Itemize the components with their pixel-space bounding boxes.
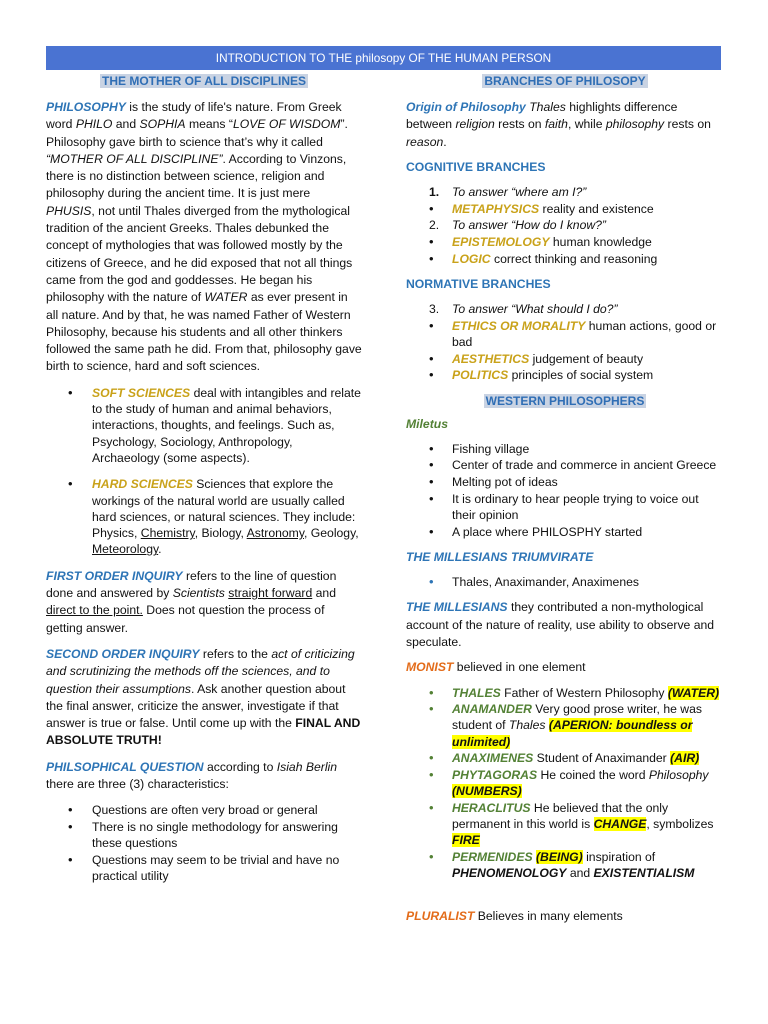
philosophical-question-paragraph [46,759,362,794]
list-item: • There is no single methodology for answering these questions [46,819,362,852]
list-item-aesthetics [406,351,724,367]
list-item-hard-sciences [46,476,362,557]
text: To answer “What should I do?” [452,302,618,317]
term-soft-sciences: SOFT SCIENCES [92,385,191,400]
heading-text: THE MOTHER OF ALL DISCIPLINES [101,74,306,88]
list-item-logic [406,251,724,267]
millesians-paragraph [406,599,724,651]
text: Student of Anaximander [533,751,671,766]
normative-list [406,301,724,383]
text: To answer “How do I know?” [452,218,606,233]
text: human actions, good or bad [452,318,717,350]
monist-paragraph [406,659,724,676]
text-italic: act of criticizing and scrutinizing the methods off the sciences, and to question their assumptions [46,646,355,696]
term-meteorology: Meteorology [92,542,159,557]
list-item-epistemology [406,234,724,250]
monists-list [406,685,724,882]
term-love-of-wisdom: LOVE OF WISDOM [232,117,341,132]
list-item: • It is ordinary to hear people trying to voice out their opinion [406,491,724,524]
list-item: • A place where PHILOSPHY started [406,524,724,540]
list-item: • Melting pot of ideas [406,474,724,490]
text: refers to the [199,646,272,661]
term-philo: PHILO [75,117,113,132]
miletus-list [406,441,724,540]
list-item-anaximenes [406,750,724,766]
term: POLITICS [452,368,509,383]
heading-text: BRANCHES OF PHILOSOPY [484,74,646,88]
highlight-element: (AIR) [670,751,700,766]
text: . According to Vinzons, there is no distinction between science, religion and philosophy during the ancient time. It is just mere [46,151,347,201]
subheading-triumvirate: THE MILLESIANS TRIUMVIRATE [406,549,594,564]
list-item-ethics [406,318,724,351]
term-astronomy: Astronomy [246,526,305,541]
document-title-banner: INTRODUCTION TO THE philosopy OF THE HUMAN PERSON [46,46,721,70]
text: they contributed a non-mythological account of the nature of reality, use ability to observe and speculate. [406,600,715,649]
term-existentialism: EXISTENTIALISM [593,866,695,881]
term-scientists: Scientists [172,586,225,601]
text: . [158,542,162,557]
philosophy-paragraph [46,99,362,376]
subheading-miletus: Miletus [406,416,448,431]
text: ”. Philosophy gave birth to science that’s why it called [46,117,348,149]
philosopher-name: ANAMANDER [452,702,532,717]
list-item-politics [406,367,724,383]
text: . [443,134,447,149]
text: principles of social system [508,368,654,383]
triumvirate-list [406,574,724,590]
term-final-truth: FINAL AND ABSOLUTE TRUTH! [46,716,361,748]
text: is the study of life's nature. From Greek word [46,100,342,132]
list-item-metaphysics [406,201,724,217]
term-philosophical-question: PHILSOPHICAL QUESTION [46,759,204,774]
term-philosophy: PHILOSOPHY [46,100,126,114]
list-item-thales [406,685,724,701]
highlight-fire: FIRE [452,833,480,848]
term: LOGIC [452,251,491,266]
right-column [406,71,724,933]
term-philosophy: philosophy [605,117,665,132]
list-item: • Fishing village [406,441,724,457]
text: To answer “where am I?” [452,185,587,200]
list-item: • Thales, Anaximander, Anaximenes [406,574,724,590]
text: Believes in many elements [474,908,623,923]
list-item: • Questions may seem to be trivial and have no practical utility [46,852,362,885]
philosopher-name: PERMENIDES [452,850,533,865]
text: rests on [494,117,545,132]
term-thales: Thales [508,718,546,733]
term-pluralist: PLURALIST [406,908,475,923]
cognitive-list [406,184,724,267]
term-thales: Thales [529,100,566,114]
text: He coined the word [537,767,649,782]
text: . Ask another question about the final answer, criticize the answer, investigate if that answer is true or false. Until come up with the [46,681,346,731]
list-item-anamander [406,701,724,750]
term-hard-sciences: HARD SCIENCES [92,477,193,492]
text: refers to the line of question done and answered by [46,568,337,601]
list-item-question [406,301,724,317]
highlight-element: (WATER) [667,685,720,700]
list-item-heraclitus [406,800,724,849]
text: , not until Thales diverged from the mythological tradition of the ancient Greeks. Thales debunked the concept of mythologies that was followed mostly by the citizens of Greece, and he did exposed that not all things came from the god and goddesses. He began his philosophy with the nature of [46,203,353,305]
origin-paragraph [406,99,724,151]
sciences-list [46,385,362,558]
term: EPISTEMOLOGY [452,234,550,249]
list-number: 1. [429,185,440,200]
list-item-permenides [406,849,724,882]
list-item-question [406,184,724,200]
list-item-soft-sciences [46,385,362,466]
term-religion: religion [455,117,495,132]
subheading-cognitive: COGNITIVE BRANCHES [406,159,546,174]
heading-text: WESTERN PHILOSOPHERS [485,393,645,408]
text: inspiration of [582,850,656,865]
term: METAPHYSICS [452,201,540,216]
section-heading-western [406,393,724,410]
characteristics-list [46,802,362,884]
text: correct thinking and reasoning [490,251,658,266]
list-item: • Questions are often very broad or general [46,802,362,818]
term-origin: Origin of Philosophy [406,100,526,114]
text: Father of Western Philosophy [500,685,668,700]
term-chemistry: Chemistry [140,526,195,541]
term-isiah-berlin: Isiah Berlin [276,759,338,774]
pluralist-paragraph [406,908,724,925]
list-item: • Center of trade and commerce in ancient Greece [406,457,724,473]
text: deal with intangibles and relate to the study of human and animal behaviors, interactions, thoughts, and feelings. Such as, Psychology, Sociology, Anthropology, Archaeology (some aspects). [92,385,361,465]
text: Sciences that explore the workings of the natural world are usually called hard sciences, or natural sciences. They include: Physics, [92,477,356,541]
text: Does not question the process of getting answer. [46,603,325,635]
term: ETHICS OR MORALITY [452,318,586,333]
text: and [112,117,140,132]
term-water: WATER [204,290,248,305]
text: means “ [185,117,233,132]
term-direct: direct to the point. [46,603,143,618]
term-philosophy: Philosophy [648,767,709,782]
term-first-order: FIRST ORDER INQUIRY [46,568,183,583]
text: and [566,866,594,881]
text: , while [567,117,606,132]
list-number: 2. [429,218,440,233]
second-order-paragraph [46,646,362,750]
text: , Geology, [304,526,359,541]
highlight-element: (NUMBERS) [452,784,522,799]
term-mother: “MOTHER OF ALL DISCIPLINE” [46,151,223,166]
term: AESTHETICS [452,351,530,366]
list-item-question [406,217,724,233]
text: human knowledge [549,234,652,249]
term-sophia: SOPHIA [139,117,186,132]
term-phusis: PHUSIS [46,203,92,218]
section-heading-branches [406,73,724,90]
text: reality and existence [539,201,654,216]
highlight-element: (BEING) [535,850,583,865]
list-item-phytagoras [406,767,724,800]
section-heading-mother [46,73,362,90]
text: there are three (3) characteristics: [46,776,229,791]
text: and [312,586,336,601]
list-number: 3. [429,302,440,317]
text: believed in one element [453,660,586,675]
term-phenomenology: PHENOMENOLOGY [452,866,567,881]
philosopher-name: ANAXIMENES [452,751,534,766]
term-reason: reason [406,134,444,149]
first-order-paragraph [46,568,362,637]
philosopher-name: PHYTAGORAS [452,767,538,782]
text: rests on [664,117,711,132]
text: He believed that the only permanent in this world is [452,800,669,832]
philosopher-name: THALES [452,685,501,700]
text: , Biology, [194,526,247,541]
highlight-change: CHANGE [593,817,647,832]
text: highlights difference between [406,100,678,132]
term-millesians: THE MILLESIANS [406,600,508,615]
term-faith: faith [544,117,568,132]
text: according to [203,759,277,774]
term-second-order: SECOND ORDER INQUIRY [46,646,200,661]
text: , symbolizes [646,817,714,832]
philosopher-name: HERACLITUS [452,800,531,815]
term-monist: MONIST [406,660,454,675]
term-straight-forward: straight forward [228,586,313,601]
text: judgement of beauty [529,351,644,366]
subheading-normative: NORMATIVE BRANCHES [406,276,551,291]
text: as ever present in all nature. And by that, he was named Father of Western Philosophy, because his students and all other thinkers followed the same path he did. From that, philosophy gave birth to science, hard and soft sciences. [46,290,362,374]
highlight-element: (APERION: boundless or unlimited) [452,718,693,749]
text: Very good prose writer, he was student of [452,702,702,733]
left-column [46,71,362,893]
